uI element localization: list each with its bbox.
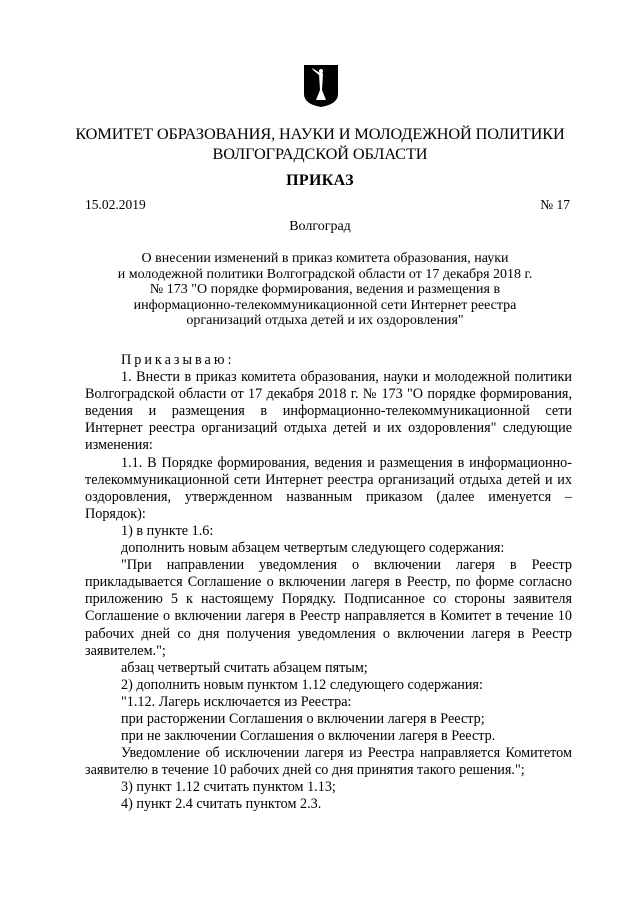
- paragraph: 1) в пункте 1.6:: [121, 522, 214, 539]
- paragraph: "1.12. Лагерь исключается из Реестра:: [121, 693, 352, 710]
- subject-line: О внесении изменений в приказ комитета образования, науки: [141, 251, 509, 266]
- org-line-1: КОМИТЕТ ОБРАЗОВАНИЯ, НАУКИ И МОЛОДЕЖНОЙ ПОЛИТИКИ: [75, 124, 565, 143]
- paragraph: дополнить новым абзацем четвертым следующего содержания:: [121, 540, 505, 557]
- document-number: № 17: [540, 197, 570, 212]
- paragraph: 2) дополнить новым пунктом 1.12 следующего содержания:: [121, 676, 483, 693]
- paragraph: Уведомление об исключении лагеря из Реестра направляется Комитетом заявителю в течение 10 рабочих дней со дня принятия такого решения.";: [85, 745, 572, 779]
- paragraph: 4) пункт 2.4 считать пунктом 2.3.: [121, 796, 322, 813]
- subject-line: и молодежной политики Волгоградской области от 17 декабря 2018 г.: [117, 266, 533, 282]
- organization-name: [60, 124, 580, 164]
- paragraph: 1.1. В Порядке формирования, ведения и размещения в информационно-телекоммуникационной сети Интернет реестра организаций отдыха детей и их оздоровления, утвержденном названным приказом (далее именуется – Порядок):: [85, 454, 572, 522]
- document-subject: [95, 251, 555, 329]
- subject-line: № 173 "О порядке формирования, ведения и размещения в: [149, 282, 501, 297]
- paragraph: "При направлении уведомления о включении лагеря в Реестр прикладывается Соглашение о включении лагеря в Реестр, по форме согласно приложению 5 к настоящему Порядку. Подписанное со стороны заявителя Соглашение о включении лагеря в Реестр направляется в Комитет в течение 10 рабочих дней со дня получения уведомления о включении лагеря в Реестр заявителем.";: [85, 557, 572, 659]
- coat-of-arms-icon: [303, 64, 339, 108]
- order-intro: Приказываю:: [121, 352, 235, 368]
- document-date: 15.02.2019: [85, 197, 146, 212]
- document-city: Волгоград: [289, 219, 351, 234]
- paragraph: при расторжении Соглашения о включении лагеря в Реестр;: [121, 710, 485, 727]
- paragraph: 1. Внести в приказ комитета образования, науки и молодежной политики Волгоградской области от 17 декабря 2018 г. № 173 "О порядке формирования, ведения и размещения в информационно-телекоммуникационной сети Интернет реестра организаций отдыха детей и их оздоровления" следующие изменения:: [85, 369, 572, 454]
- subject-line: информационно-телекоммуникационной сети Интернет реестра: [133, 297, 517, 313]
- paragraph: при не заключении Соглашения о включении лагеря в Реестр.: [121, 728, 496, 745]
- document-body: [85, 352, 572, 814]
- org-line-2: ВОЛГОГРАДСКОЙ ОБЛАСТИ: [212, 144, 428, 163]
- paragraph: 3) пункт 1.12 считать пунктом 1.13;: [121, 779, 336, 796]
- subject-line: организаций отдыха детей и их оздоровления": [186, 313, 464, 328]
- paragraph: абзац четвертый считать абзацем пятым;: [121, 659, 368, 676]
- document-type: ПРИКАЗ: [286, 172, 354, 189]
